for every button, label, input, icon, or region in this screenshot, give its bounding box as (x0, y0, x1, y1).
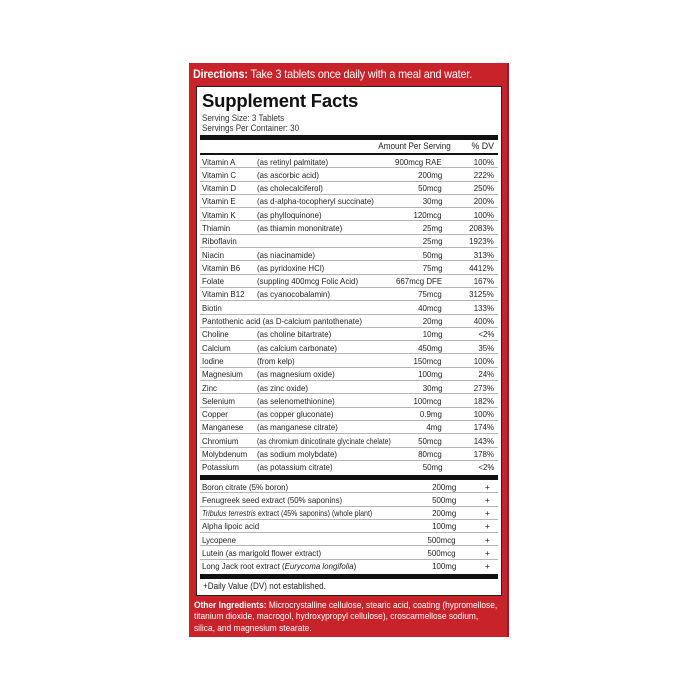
nutrient-name: Folate (202, 276, 224, 287)
other-ingredient-list (200, 480, 498, 573)
nutrient-amount: 0.9mg (420, 409, 442, 420)
nutrient-row (200, 261, 498, 274)
ingredient-amount: 100mg (431, 561, 456, 572)
ingredient-row (200, 533, 498, 546)
nutrient-amount: 30mg (422, 196, 442, 207)
nutrient-dv: 313% (473, 249, 494, 260)
nutrient-name: Vitamin C (202, 169, 237, 180)
nutrient-name: Pantothenic acid (as D-calcium pantothenate) (202, 316, 362, 327)
nutrient-name: Potassium (202, 462, 239, 473)
ingredient-dv: + (484, 561, 490, 572)
nutrient-dv: 200% (473, 196, 494, 207)
nutrient-dv: 4412% (469, 262, 494, 273)
other-ingredients-label: Other Ingredients: (194, 600, 267, 610)
nutrient-dv: 100% (473, 209, 494, 220)
ingredient-amount: 100mg (431, 521, 456, 532)
nutrient-row (200, 421, 498, 434)
nutrient-row (200, 208, 498, 221)
nutrient-amount: 80mcg (418, 449, 442, 460)
nutrient-name: Thiamin (202, 222, 231, 233)
nutrient-amount: 40mcg (418, 302, 442, 313)
nutrient-amount: 30mg (422, 382, 442, 393)
nutrient-dv: 100% (473, 355, 494, 366)
nutrient-source: (as magnesium oxide) (257, 369, 335, 380)
nutrient-name: Selenium (202, 395, 235, 406)
nutrient-row (200, 354, 498, 367)
serving-size: Serving Size: 3 Tablets (202, 113, 285, 123)
nutrient-dv: 222% (473, 169, 494, 180)
ingredient-name: Boron citrate (5% boron) (202, 481, 289, 492)
nutrient-source: (as chromium dinicotinate glycinate chelate) (257, 435, 391, 446)
nutrient-dv: 182% (473, 395, 494, 406)
header-amount: Amount Per Serving (378, 141, 451, 151)
nutrient-row (200, 288, 498, 301)
nutrient-row (200, 434, 498, 447)
nutrient-source: (as thiamin mononitrate) (257, 222, 343, 233)
nutrient-source: (as cyanocobalamin) (257, 289, 330, 300)
ingredient-row (200, 493, 498, 506)
ingredient-name: Lycopene (202, 534, 236, 545)
nutrient-source: (as copper gluconate) (257, 409, 334, 420)
nutrient-source: (as retinyl palmitate) (257, 156, 329, 167)
servings-per-container: Servings Per Container: 30 (202, 123, 300, 133)
ingredient-dv: + (484, 547, 490, 558)
nutrient-dv: 35% (478, 342, 494, 353)
nutrient-name: Manganese (202, 422, 244, 433)
nutrient-amount: 200mg (417, 169, 442, 180)
nutrient-dv: 24% (478, 369, 494, 380)
supplement-label-panel (189, 63, 509, 637)
nutrient-name: Vitamin E (202, 196, 236, 207)
column-header-row (200, 140, 498, 153)
nutrient-name: Magnesium (202, 369, 243, 380)
nutrient-source: (as sodium molybdate) (257, 449, 337, 460)
nutrient-amount: 667mcg DFE (395, 276, 442, 287)
directions (193, 68, 487, 81)
header-dv: % DV (471, 141, 494, 151)
nutrient-name: Choline (202, 329, 229, 340)
nutrient-amount: 150mcg (413, 355, 442, 366)
nutrient-name: Vitamin B6 (202, 262, 241, 273)
nutrient-name: Iodine (202, 355, 224, 366)
nutrient-source: (as potassium citrate) (257, 462, 333, 473)
nutrient-amount: 900mcg RAE (395, 156, 442, 167)
nutrient-row (200, 461, 498, 474)
nutrient-amount: 450mg (417, 342, 442, 353)
other-ingredients-text: Microcrystalline cellulose, stearic acid, coating (hypromellose, titanium dioxide, macrogol, hydroxypropyl cellulose), croscarmellose sodium, silica, and magnesium stearate. (194, 600, 498, 633)
nutrient-dv: 167% (473, 276, 494, 287)
ingredient-name (202, 508, 372, 518)
ingredient-dv: + (484, 521, 490, 532)
ingredient-amount: 200mg (431, 481, 456, 492)
nutrient-name: Riboflavin (202, 236, 237, 247)
ingredient-name: Alpha lipoic acid (202, 521, 260, 532)
ingredient-dv: + (484, 534, 490, 545)
nutrient-dv: 250% (473, 183, 494, 194)
nutrient-name: Vitamin D (202, 183, 237, 194)
nutrient-amount: 50mg (422, 462, 442, 473)
nutrient-name: Zinc (202, 382, 217, 393)
nutrient-dv: 133% (473, 302, 494, 313)
nutrient-dv: 143% (473, 435, 494, 446)
ingredient-dv: + (484, 508, 490, 519)
nutrient-source: (as pyridoxine HCl) (257, 262, 325, 273)
nutrient-amount: 10mg (422, 329, 442, 340)
ingredient-dv: + (484, 481, 490, 492)
nutrient-name: Molybdenum (202, 449, 248, 460)
nutrient-row (200, 182, 498, 195)
nutrient-list (200, 155, 498, 474)
nutrient-name: Niacin (202, 249, 224, 260)
nutrient-amount: 20mg (422, 316, 442, 327)
nutrient-row (200, 235, 498, 248)
nutrient-row (200, 275, 498, 288)
nutrient-dv: 2083% (469, 222, 494, 233)
nutrient-source: (as calcium carbonate) (257, 342, 337, 353)
ingredient-amount: 200mg (431, 508, 456, 519)
ingredient-name: Lutein (as marigold flower extract) (202, 547, 322, 558)
ingredient-row (200, 546, 498, 559)
nutrient-amount: 50mcg (418, 435, 442, 446)
ingredient-amount: 500mcg (427, 547, 456, 558)
nutrient-row (200, 394, 498, 407)
nutrient-row (200, 381, 498, 394)
nutrient-amount: 4mg (426, 422, 442, 433)
nutrient-source: (as zinc oxide) (257, 382, 308, 393)
ingredient-row (200, 507, 498, 520)
dv-footnote: +Daily Value (DV) not established. (203, 581, 326, 591)
nutrient-dv: 3125% (469, 289, 494, 300)
other-ingredients (194, 600, 500, 634)
nutrient-source: (from kelp) (257, 355, 295, 366)
nutrient-dv: <2% (477, 462, 494, 473)
nutrient-amount: 50mcg (418, 183, 442, 194)
nutrient-amount: 100mcg (413, 395, 442, 406)
nutrient-name: Biotin (202, 302, 222, 313)
facts-title: Supplement Facts (202, 90, 359, 111)
ingredient-name (202, 561, 356, 571)
nutrient-dv: 400% (473, 316, 494, 327)
ingredient-amount: 500mcg (427, 534, 456, 545)
nutrient-amount: 100mg (417, 369, 442, 380)
nutrient-dv: 174% (473, 422, 494, 433)
ingredient-row (200, 560, 498, 573)
nutrient-source: (as cholecalciferol) (257, 183, 323, 194)
nutrient-amount: 25mg (422, 236, 442, 247)
nutrient-source: (as manganese citrate) (257, 422, 338, 433)
ingredient-row (200, 480, 498, 493)
nutrient-row (200, 221, 498, 234)
nutrient-source: (as selenomethionine) (257, 395, 335, 406)
nutrient-name: Vitamin B12 (202, 289, 245, 300)
ingredient-name: Fenugreek seed extract (50% saponins) (202, 494, 343, 505)
ingredient-name-rest: extract (45% saponins) (whole plant) (255, 508, 373, 519)
nutrient-name: Vitamin A (202, 156, 236, 167)
ingredient-row (200, 520, 498, 533)
ingredient-name-italic: Tribulus terrestris (202, 508, 256, 519)
nutrient-row (200, 341, 498, 354)
nutrient-dv: <2% (477, 329, 494, 340)
nutrient-source: (as ascorbic acid) (257, 169, 319, 180)
nutrient-dv: 273% (473, 382, 494, 393)
nutrient-row (200, 368, 498, 381)
nutrient-row (200, 155, 498, 168)
ingredient-amount: 500mg (431, 494, 456, 505)
nutrient-source: (as choline bitartrate) (257, 329, 332, 340)
ingredient-name-start: Long Jack root extract ( (202, 561, 285, 572)
nutrient-amount: 75mg (422, 262, 442, 273)
nutrient-amount: 25mg (422, 222, 442, 233)
ingredient-dv: + (484, 494, 490, 505)
nutrient-amount: 75mcg (418, 289, 442, 300)
nutrient-row (200, 408, 498, 421)
directions-label: Directions: (193, 68, 248, 81)
nutrient-dv: 100% (473, 409, 494, 420)
nutrient-source: (as d-alpha-tocopheryl succinate) (257, 196, 374, 207)
nutrient-dv: 178% (473, 449, 494, 460)
nutrient-name: Vitamin K (202, 209, 236, 220)
nutrient-row (200, 168, 498, 181)
nutrient-source: (as niacinamide) (257, 249, 316, 260)
nutrient-name: Calcium (202, 342, 231, 353)
nutrient-source: (as phylloquinone) (257, 209, 322, 220)
nutrient-dv: 100% (473, 156, 494, 167)
nutrient-row (200, 248, 498, 261)
directions-text: Take 3 tablets once daily with a meal and water. (247, 68, 473, 81)
nutrient-name: Chromium (202, 435, 239, 446)
nutrient-row (200, 448, 498, 461)
nutrient-dv: 1923% (469, 236, 494, 247)
nutrient-row (200, 315, 498, 328)
supplement-facts-box (196, 86, 502, 596)
nutrient-name: Copper (202, 409, 228, 420)
nutrient-row (200, 195, 498, 208)
nutrient-row (200, 301, 498, 314)
thick-divider (200, 574, 498, 579)
nutrient-amount: 120mcg (413, 209, 442, 220)
nutrient-row (200, 328, 498, 341)
nutrient-amount: 50mg (422, 249, 442, 260)
nutrient-source: (suppling 400mcg Folic Acid) (257, 276, 359, 287)
ingredient-name-end: ) (353, 561, 357, 572)
ingredient-name-italic: Eurycoma longifolia (284, 561, 354, 572)
